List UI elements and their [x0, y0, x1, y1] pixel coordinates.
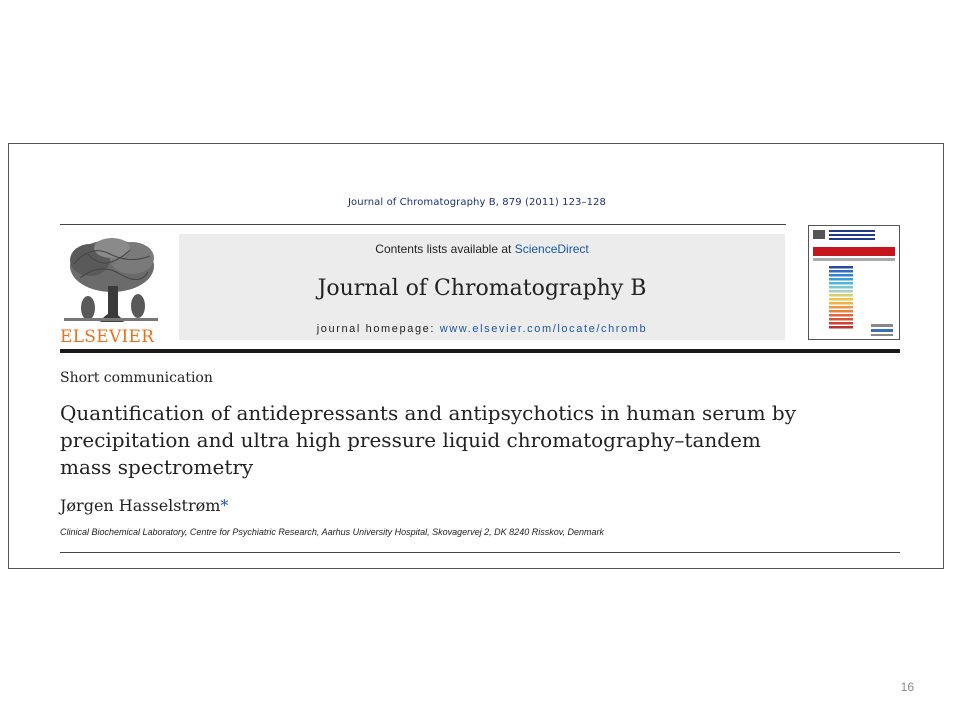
- contents-prefix: Contents lists available at: [375, 242, 515, 256]
- journal-cover-icon: [809, 226, 899, 339]
- elsevier-tree-icon: [60, 234, 162, 342]
- journal-cover: [808, 225, 900, 340]
- article-title: [60, 400, 860, 481]
- header-divider: [60, 224, 786, 225]
- article-title-line: Quantification of antidepressants and antipsychotics in human serum by: [60, 401, 796, 425]
- slide-page-number: 16: [900, 680, 914, 694]
- footer-divider: [60, 552, 900, 553]
- article-title-line: precipitation and ultra high pressure liquid chromatography–tandem: [60, 428, 761, 452]
- homepage-link[interactable]: www.elsevier.com/locate/chromb: [439, 323, 648, 335]
- elsevier-wordmark: ELSEVIER: [60, 327, 155, 342]
- author-affiliation: Clinical Biochemical Laboratory, Centre for Psychiatric Research, Aarhus University Hospital, Skovagervej 2, DK 8240 Risskov, Denmark: [60, 527, 605, 537]
- homepage-prefix: journal homepage:: [316, 323, 440, 335]
- homepage-line: [179, 323, 785, 335]
- header-thick-rule: [60, 349, 900, 353]
- author-name: Jørgen Hasselstrøm: [60, 496, 221, 515]
- article-header-frame: [8, 143, 944, 569]
- corresponding-author-mark[interactable]: *: [220, 496, 229, 515]
- article-title-line: mass spectrometry: [60, 455, 254, 479]
- author-line: [60, 496, 228, 515]
- contents-line: [179, 242, 785, 256]
- journal-title: Journal of Chromatography B: [317, 276, 647, 301]
- elsevier-logo: [60, 234, 162, 342]
- journal-citation: Journal of Chromatography B, 879 (2011) 123–128: [348, 197, 606, 208]
- sciencedirect-link[interactable]: ScienceDirect: [514, 242, 589, 256]
- article-type: Short communication: [60, 370, 213, 386]
- journal-banner: [179, 234, 785, 340]
